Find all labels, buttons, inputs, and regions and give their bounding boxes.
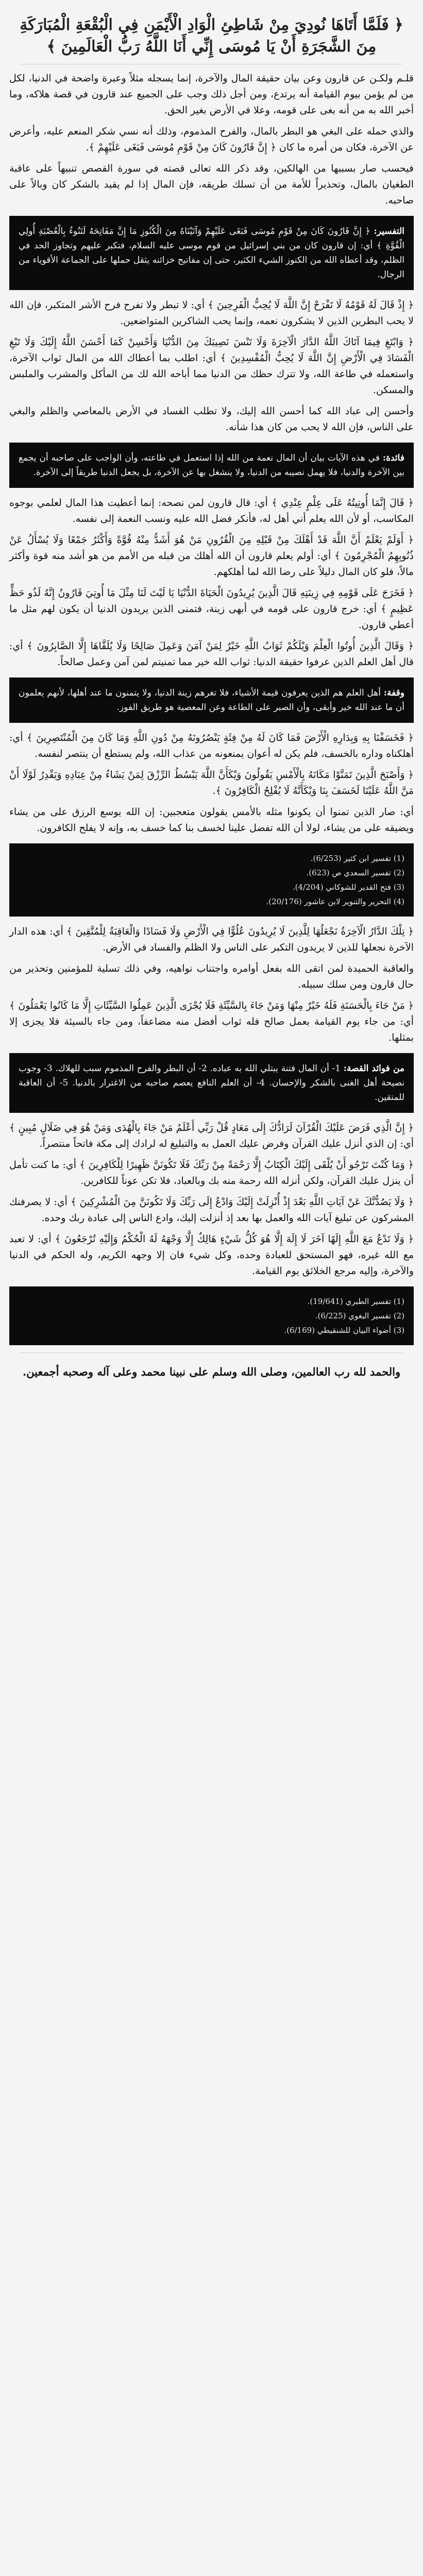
footnote-line: (1) تفسير ابن كثير (6/253). <box>310 854 404 863</box>
footnotes-box <box>9 843 414 917</box>
footnote-line: (1) تفسير الطبري (19/641). <box>307 1297 404 1306</box>
note-text: أهل العلم هم الذين يعرفون قيمة الأشياء، فلا تغرهم زينة الدنيا، ولا يتمنون ما عند أهلها، لأنهم يعلمون أن ما عند الله خير وأبقى، وأن الصبر على الطاعة وعن المعصية هو طريق الفوز. <box>19 688 404 713</box>
paragraph: ﴿ تِلْكَ الدَّارُ الْآخِرَةُ نَجْعَلُهَا لِلَّذِينَ لَا يُرِيدُونَ عُلُوًّا فِي الْأَرْضِ وَلَا فَسَادًا وَالْعَاقِبَةُ لِلْمُتَّقِينَ ﴾ أي: هذه الدار الآخرة نجعلها للذين لا يريدون التكبر على الناس ولا الظلم والفساد في الأرض. <box>9 926 414 953</box>
paragraph: ﴿ قَالَ إِنَّمَا أُوتِيتُهُ عَلَى عِلْمٍ عِنْدِي ﴾ أي: قال قارون لمن نصحه: إنما أعطيت هذا المال لعلمي بوجوه المكاسب، أو لأن الله يعلم أني أهل له، فأنكر فضل الله عليه ونسب النعمة إلى نفسه. <box>9 497 414 524</box>
note-heading: من فوائد القصة: <box>343 1063 405 1074</box>
highlight-note-box <box>9 677 414 723</box>
footnotes-box <box>9 1286 414 1345</box>
content-body <box>0 71 423 1345</box>
note-text: في هذه الآيات بيان أن المال نعمة من الله إذا استعمل في طاعته، وأن الواجب على صاحبه أن يجمع بين الآخرة والدنيا، فلا يهمل نصيبه من الدنيا، ولا ينشغل بها عن الآخرة، بل يجعل الدنيا طريقاً إلى الآخرة. <box>19 453 404 478</box>
paragraph: والذي حمله على البغي هو البطر بالمال، والفرح المذموم، وذلك أنه نسي شكر المنعم عليه، وأعرض عن الآخرة، فكان من أمره ما كان ﴿ إِنَّ قَارُونَ كَانَ مِنْ قَوْمِ مُوسَى فَبَغَى عَلَيْهِمْ ﴾. <box>9 126 414 153</box>
paragraph: قلـم ولكـن عن قارون وعن بيان حقيقة المال والآخرة، إنما يسجله مثلاً وعبرة واضحة في الدنيا، لكل من لم يؤمن بيوم القيامة أنه يرتدع، ومن أجل ذلك وجب على الجميع عند قارون في قصة هلاكه، وما أخبر الله به من أنه بغى على قومه، وعلا في الأرض بغير الحق. <box>9 73 414 116</box>
paragraph: ﴿ إِنَّ الَّذِي فَرَضَ عَلَيْكَ الْقُرْآنَ لَرَادُّكَ إِلَى مَعَادٍ قُلْ رَبِّي أَعْلَمُ مَنْ جَاءَ بِالْهُدَى وَمَنْ هُوَ فِي ضَلَالٍ مُبِينٍ ﴾ أي: إن الذي أنزل عليك القرآن وفرض عليك العمل به والتبليغ له لرادك إلى مكة فاتحاً منتصراً. <box>9 1122 414 1149</box>
paragraph: أي: صار الذين تمنوا أن يكونوا مثله بالأمس يقولون متعجبين: إن الله يوسع الرزق على من يشاء ويضيقه على من يشاء، لولا أن الله تفضل علينا لخسف بنا كما خسف به، وإنه لا يفلح الكافرون. <box>9 806 414 834</box>
paragraph: ﴿ وَلَا تَدْعُ مَعَ اللَّهِ إِلَهًا آخَرَ لَا إِلَهَ إِلَّا هُوَ كُلُّ شَيْءٍ هَالِكٌ إِلَّا وَجْهَهُ لَهُ الْحُكْمُ وَإِلَيْهِ تُرْجَعُونَ ﴾ أي: لا تعبد مع الله غيره، فهو المستحق للعبادة وحده، وكل شيء فان إلا وجهه الكريم، وله الحكم في الدنيا والآخرة، وإليه مرجع الخلائق يوم القيامة. <box>9 1233 414 1277</box>
note-heading: فائدة: <box>382 453 404 463</box>
paragraph: والعاقبة الحميدة لمن اتقى الله بفعل أوامره واجتناب نواهيه، وفي ذلك تسلية للمؤمنين وتحذير من حال قارون ومن سلك سبيله. <box>9 963 414 990</box>
note-heading: التفسير: <box>374 226 405 236</box>
footnote-line: (2) تفسير السعدي ص (623). <box>306 868 404 877</box>
footnote-line: (3) فتح القدير للشوكاني (4/204). <box>292 883 404 892</box>
highlight-note-box <box>9 443 414 488</box>
paragraph: ﴿ فَخَرَجَ عَلَى قَوْمِهِ فِي زِينَتِهِ قَالَ الَّذِينَ يُرِيدُونَ الْحَيَاةَ الدُّنْيَا يَا لَيْتَ لَنَا مِثْلَ مَا أُوتِيَ قَارُونُ إِنَّهُ لَذُو حَظٍّ عَظِيمٍ ﴾ أي: خرج قارون على قومه في أبهى زينة، فتمنى الذين يريدون الدنيا أن يكون لهم مثل ما أعطي قارون. <box>9 587 414 631</box>
note-text: 1- أن المال فتنة يبتلي الله به عباده. 2- أن البطر والفرح المذموم سبب للهلاك. 3- وجوب نصيحة أهل الغنى بالشكر والإحسان. 4- أن العلم النافع يعصم صاحبه من الاغترار بالدنيا. 5- أن العاقبة للمتقين. <box>19 1063 404 1103</box>
paragraph: ﴿ وَابْتَغِ فِيمَا آتَاكَ اللَّهُ الدَّارَ الْآخِرَةَ وَلَا تَنْسَ نَصِيبَكَ مِنَ الدُّنْيَا وَأَحْسِنْ كَمَا أَحْسَنَ اللَّهُ إِلَيْكَ وَلَا تَبْغِ الْفَسَادَ فِي الْأَرْضِ إِنَّ اللَّهَ لَا يُحِبُّ الْمُفْسِدِينَ ﴾ أي: اطلب بما أعطاك الله من المال ثواب الآخرة، واستعمله في طاعة الله، ولا تترك حظك من الدنيا مما أباحه الله لك من المأكل والمشرب والملبس والمسكن. <box>9 336 414 396</box>
paragraph: ﴿ وَأَصْبَحَ الَّذِينَ تَمَنَّوْا مَكَانَهُ بِالْأَمْسِ يَقُولُونَ وَيْكَأَنَّ اللَّهَ يَبْسُطُ الرِّزْقَ لِمَنْ يَشَاءُ مِنْ عِبَادِهِ وَيَقْدِرُ لَوْلَا أَنْ مَنَّ اللَّهُ عَلَيْنَا لَخَسَفَ بِنَا وَيْكَأَنَّهُ لَا يُفْلِحُ الْكَافِرُونَ ﴾. <box>9 769 414 796</box>
paragraph: ﴿ إِذْ قَالَ لَهُ قَوْمُهُ لَا تَفْرَحْ إِنَّ اللَّهَ لَا يُحِبُّ الْفَرِحِينَ ﴾ أي: لا تبطر ولا تفرح فرح الأشر المتكبر، فإن الله لا يحب البطرين الذين لا يشكرون نعمه، وإنما يحب الشاكرين المتواضعين. <box>9 299 414 327</box>
paragraph: فيحسب صار بسببها من الهالكين، وقد ذكر الله تعالى قصته في سورة القصص تنبيهاً على عاقبة الطغيان بالمال، وتحذيراً للأمة من أن تسلك طريقه، فإن المال إذا لم يقيد بالشكر كان وبالاً على صاحبه. <box>9 163 414 206</box>
note-text: ﴿ إِنَّ قَارُونَ كَانَ مِنْ قَوْمِ مُوسَى فَبَغَى عَلَيْهِمْ وَآتَيْنَاهُ مِنَ الْكُنُوزِ مَا إِنَّ مَفَاتِحَهُ لَتَنُوءُ بِالْعُصْبَةِ أُولِي الْقُوَّةِ ﴾ أي: إن قارون كان من بني إسرائيل من قوم موسى عليه السلام، فتكبر عليهم وتجاوز الحد في الظلم، وقد أعطاه الله من الكنوز الشيء الكثير، حتى إن مفاتيح خزائنه يثقل حملها على الجماعة الأقوياء من الرجال. <box>19 226 404 280</box>
highlight-note-box <box>9 1053 414 1113</box>
footnote-line: (4) التحرير والتنوير لابن عاشور (20/176). <box>266 897 404 906</box>
note-heading: وقفة: <box>383 688 405 698</box>
bottom-divider <box>21 1352 402 1353</box>
paragraph: ﴿ وَقَالَ الَّذِينَ أُوتُوا الْعِلْمَ وَيْلَكُمْ ثَوَابُ اللَّهِ خَيْرٌ لِمَنْ آمَنَ وَعَمِلَ صَالِحًا وَلَا يُلَقَّاهَا إِلَّا الصَّابِرُونَ ﴾ أي: قال أهل العلم الذين عرفوا حقيقة الدنيا: ثواب الله خير مما تمنيتم لمن آمن وعمل صالحاً. <box>9 640 414 668</box>
top-banner-verse: ﴿ فَلَمَّا أَتَاهَا نُودِيَ مِنْ شَاطِئِ الْوَادِ الْأَيْمَنِ فِي الْبُقْعَةِ الْمُبَارَكَةِ مِنَ الشَّجَرَةِ أَنْ يَا مُوسَى إِنِّي أَنَا اللَّهُ رَبُّ الْعَالَمِينَ ﴾ <box>20 16 403 56</box>
paragraph: ﴿ أَوَلَمْ يَعْلَمْ أَنَّ اللَّهَ قَدْ أَهْلَكَ مِنْ قَبْلِهِ مِنَ الْقُرُونِ مَنْ هُوَ أَشَدُّ مِنْهُ قُوَّةً وَأَكْثَرُ جَمْعًا وَلَا يُسْأَلُ عَنْ ذُنُوبِهِمُ الْمُجْرِمُونَ ﴾ أي: أولم يعلم قارون أن الله أهلك من قبله من الأمم من هو أشد منه قوة وأكثر مالاً، فلو كان المال دليلاً على رضا الله لما أهلكهم. <box>9 534 414 578</box>
highlight-note-box <box>9 216 414 290</box>
paragraph: ﴿ مَنْ جَاءَ بِالْحَسَنَةِ فَلَهُ خَيْرٌ مِنْهَا وَمَنْ جَاءَ بِالسَّيِّئَةِ فَلَا يُجْزَى الَّذِينَ عَمِلُوا السَّيِّئَاتِ إِلَّا مَا كَانُوا يَعْمَلُونَ ﴾ أي: من جاء يوم القيامة بعمل صالح فله ثواب أفضل منه مضاعفاً، ومن جاء بالسيئة فلا يجزى إلا بمثلها. <box>9 1000 414 1043</box>
paragraph: ﴿ وَمَا كُنْتَ تَرْجُو أَنْ يُلْقَى إِلَيْكَ الْكِتَابُ إِلَّا رَحْمَةً مِنْ رَبِّكَ فَلَا تَكُونَنَّ ظَهِيرًا لِلْكَافِرِينَ ﴾ أي: ما كنت تأمل أن ينزل عليك القرآن، ولكن أنزله الله رحمة منه بك وبالعباد، فلا تكن عوناً للكافرين. <box>9 1159 414 1187</box>
paragraph: وأحسن إلى عباد الله كما أحسن الله إليك، ولا تطلب الفساد في الأرض بالمعاصي والظلم والبغي على الناس، فإن الله لا يحب من كان هذا شأنه. <box>9 405 414 433</box>
footnote-line: (3) أضواء البيان للشنقيطي (6/169). <box>284 1326 404 1335</box>
paragraph: ﴿ وَلَا يَصُدُّنَّكَ عَنْ آيَاتِ اللَّهِ بَعْدَ إِذْ أُنْزِلَتْ إِلَيْكَ وَادْعُ إِلَى رَبِّكَ وَلَا تَكُونَنَّ مِنَ الْمُشْرِكِينَ ﴾ أي: لا يصرفنك المشركون عن تبليغ آيات الله والعمل بها بعد إذ أنزلت إليك، وادع الناس إلى عبادة ربك وحده. <box>9 1196 414 1224</box>
paragraph: ﴿ فَخَسَفْنَا بِهِ وَبِدَارِهِ الْأَرْضَ فَمَا كَانَ لَهُ مِنْ فِئَةٍ يَنْصُرُونَهُ مِنْ دُونِ اللَّهِ وَمَا كَانَ مِنَ الْمُنْتَصِرِينَ ﴾ أي: أهلكناه وداره بالخسف، فلم يكن له أعوان يمنعونه من عذاب الله، ولم يستطع أن ينتصر لنفسه. <box>9 732 414 759</box>
closing-text: والحمد لله رب العالمين، وصلى الله وسلم على نبينا محمد وعلى آله وصحبه أجمعين. <box>22 1365 401 1378</box>
footnote-line: (2) تفسير البغوي (6/225). <box>315 1311 404 1320</box>
